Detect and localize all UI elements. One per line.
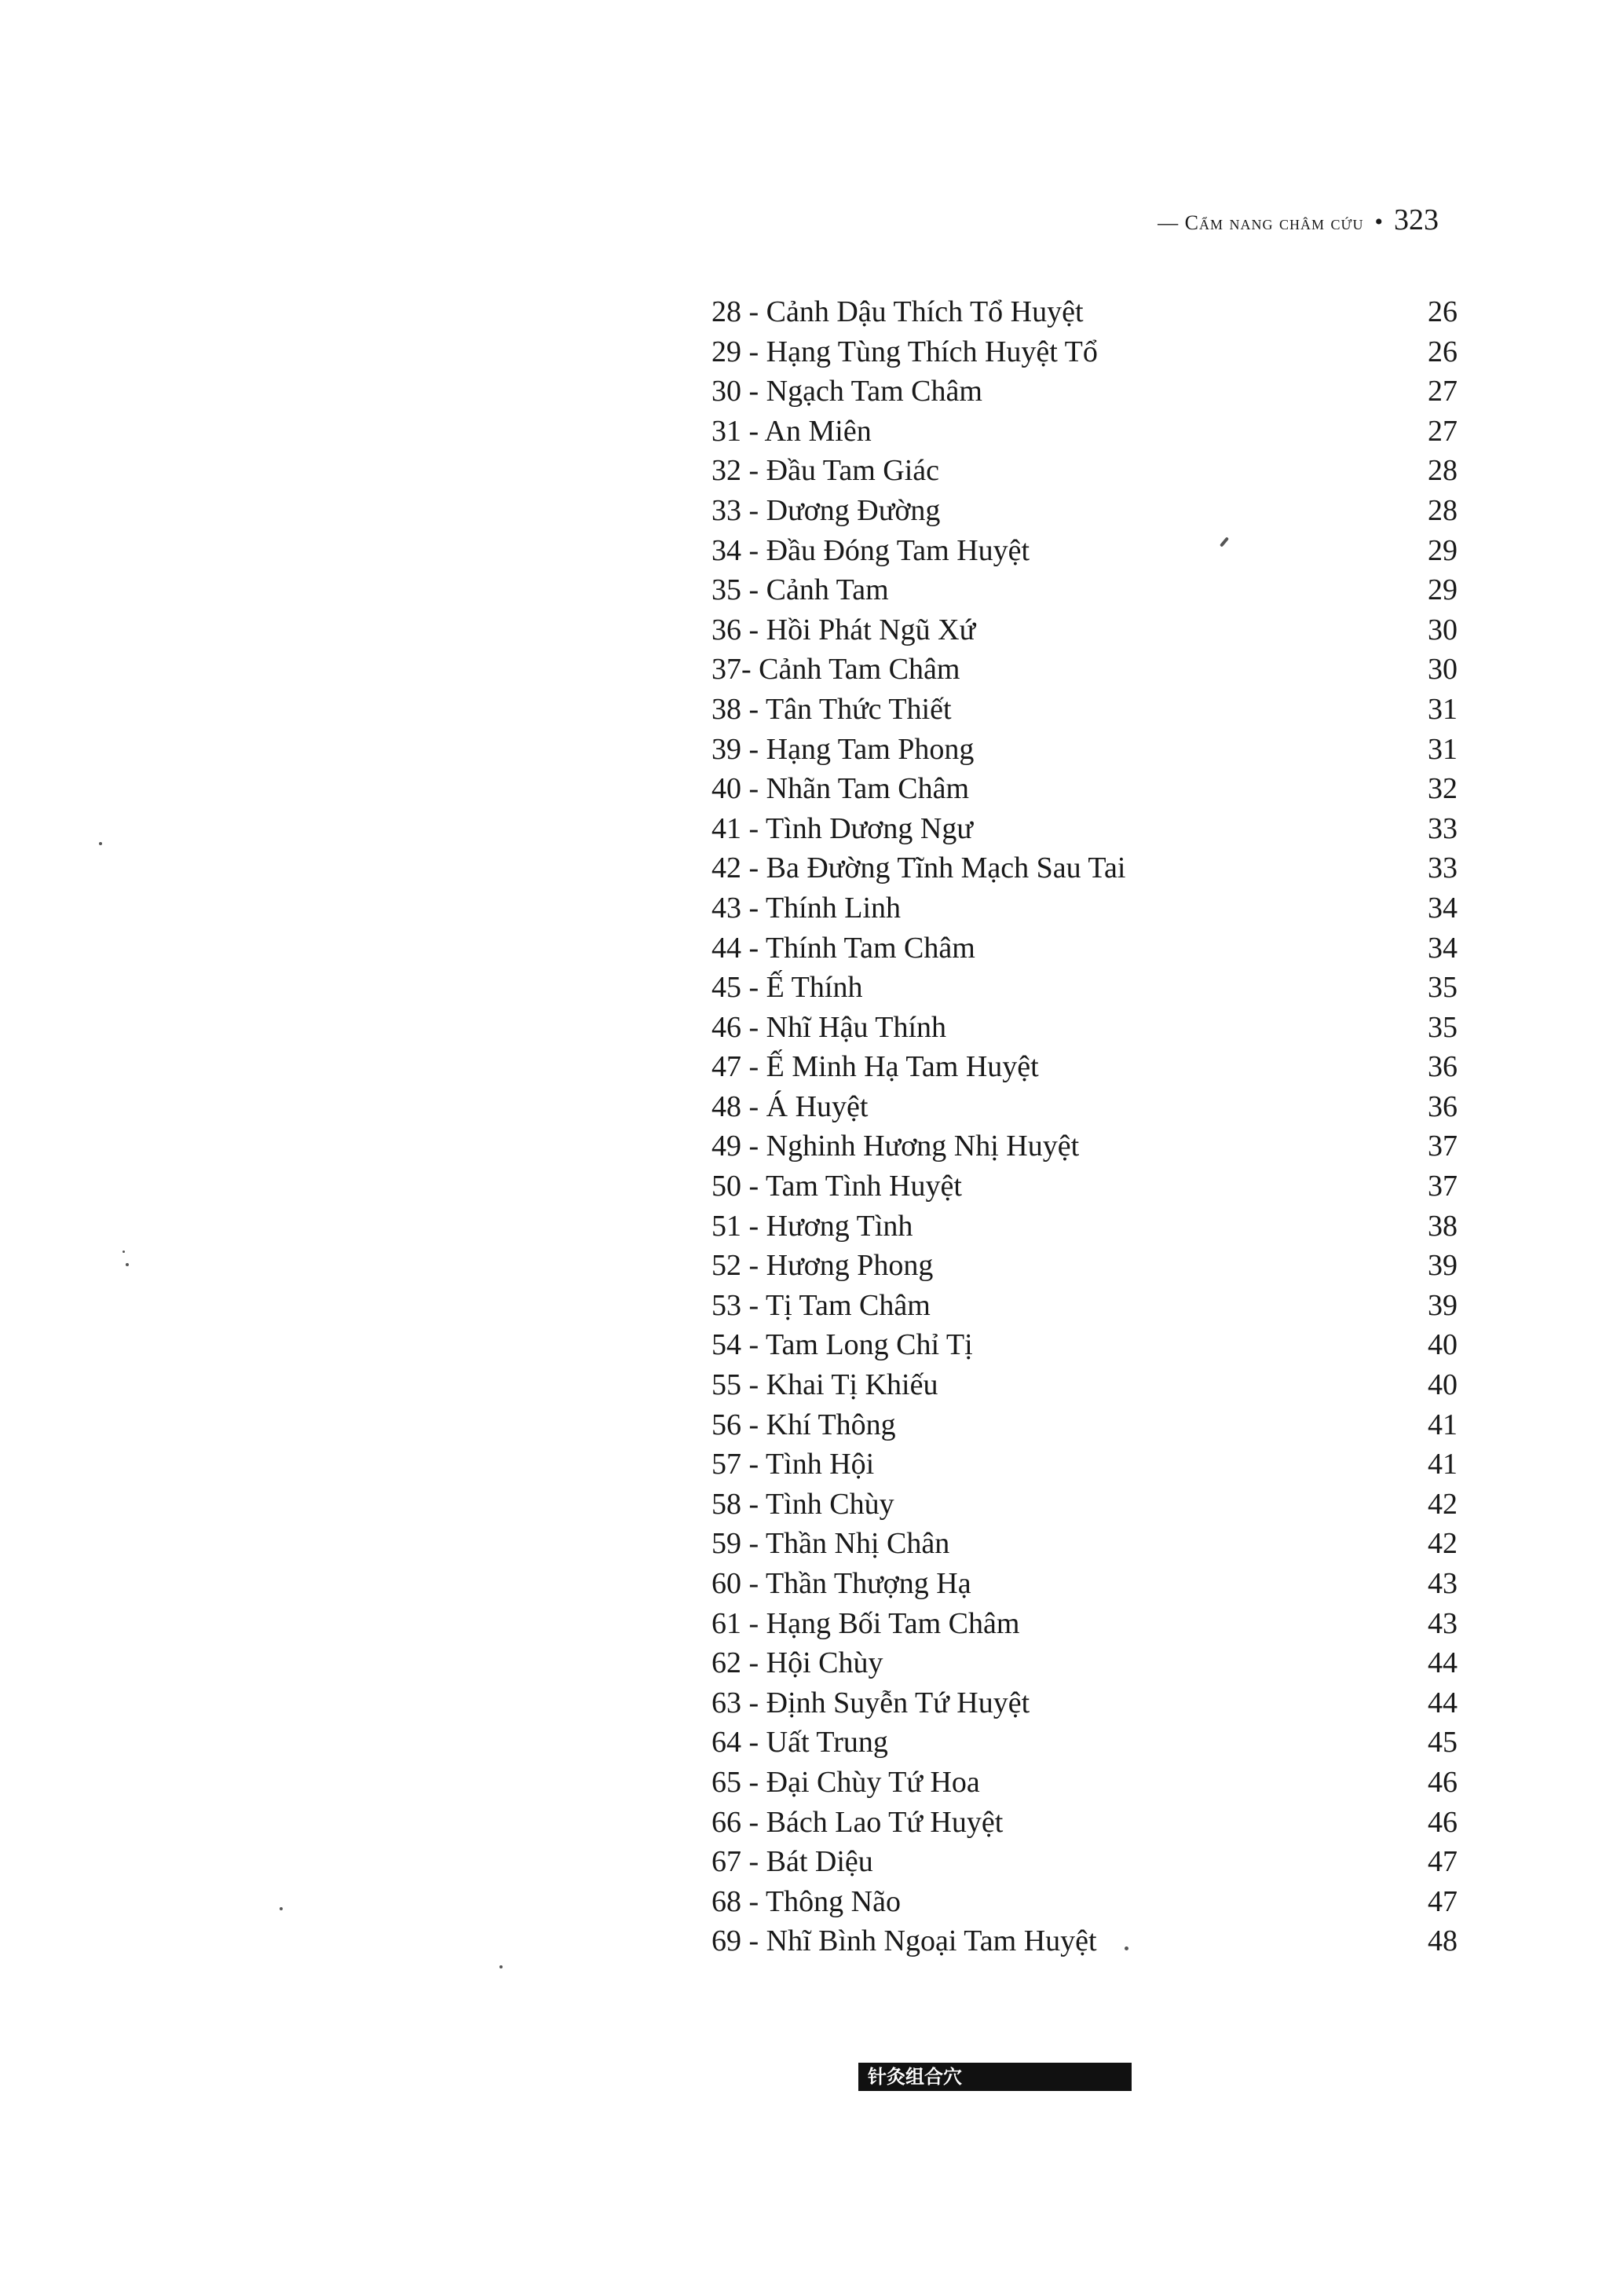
page-number: 323 — [1394, 203, 1439, 236]
toc-entry-page: 46 — [1428, 1805, 1458, 1839]
toc-entry-page: 32 — [1428, 772, 1458, 806]
toc-entry-title: 68 - Thông Não — [711, 1884, 901, 1918]
scan-speck — [126, 1263, 129, 1266]
toc-entry-page: 44 — [1428, 1686, 1458, 1719]
toc-entry-page: 37 — [1428, 1170, 1458, 1203]
toc-entry-page: 34 — [1428, 891, 1458, 925]
toc-entry-title: 34 - Đầu Đóng Tam Huyệt — [711, 533, 1030, 567]
toc-entry-title: 51 - Hương Tình — [711, 1209, 913, 1243]
toc-entry-page: 35 — [1428, 1010, 1458, 1044]
toc-entry-page: 31 — [1428, 692, 1458, 726]
toc-entry-page: 27 — [1428, 375, 1458, 408]
toc-entry-page: 38 — [1428, 1209, 1458, 1243]
toc-entry-page: 48 — [1428, 1924, 1458, 1958]
toc-entry-page: 30 — [1428, 653, 1458, 687]
header-bullet: • — [1374, 209, 1383, 235]
toc-entry-title: 53 - Tị Tam Châm — [711, 1288, 931, 1322]
toc-entry-title: 65 - Đại Chùy Tứ Hoa — [711, 1765, 980, 1799]
toc-entry-page: 29 — [1428, 573, 1458, 607]
toc-entry-title: 60 - Thần Thượng Hạ — [711, 1567, 971, 1600]
toc-entry-page: 30 — [1428, 613, 1458, 646]
toc-entry-page: 36 — [1428, 1089, 1458, 1123]
toc-entry-page: 42 — [1428, 1487, 1458, 1521]
toc-entry-page: 33 — [1428, 811, 1458, 845]
toc-entry-title: 33 - Dương Đường — [711, 493, 941, 527]
toc-entry-page: 29 — [1428, 533, 1458, 567]
toc-entry-title: 28 - Cảnh Dậu Thích Tổ Huyệt — [711, 295, 1084, 328]
toc-entry-title: 31 - An Miên — [711, 414, 872, 448]
toc-entry-page: 42 — [1428, 1527, 1458, 1561]
toc-entry-page: 41 — [1428, 1448, 1458, 1481]
toc-entry-title: 30 - Ngạch Tam Châm — [711, 375, 982, 408]
toc-entry-title: 42 - Ba Đường Tĩnh Mạch Sau Tai — [711, 851, 1126, 885]
running-title: — Cẩm nang châm cứu — [1158, 211, 1364, 234]
footer-band — [858, 2063, 1132, 2091]
toc-entry-page: 43 — [1428, 1567, 1458, 1600]
toc-entry-title: 57 - Tình Hội — [711, 1448, 875, 1481]
toc-entry-page: 26 — [1428, 335, 1458, 368]
toc-entry-title: 36 - Hồi Phát Ngũ Xứ — [711, 613, 976, 646]
toc-entry-page: 40 — [1428, 1368, 1458, 1402]
toc-entry-page: 27 — [1428, 414, 1458, 448]
toc-entry-title: 45 - Ế Thính — [711, 971, 863, 1005]
toc-entry-title: 44 - Thính Tam Châm — [711, 931, 975, 965]
toc-entry-title: 49 - Nghinh Hương Nhị Huyệt — [711, 1130, 1080, 1163]
toc-entry-title: 63 - Định Suyễn Tứ Huyệt — [711, 1686, 1030, 1719]
toc-entry-page: 36 — [1428, 1050, 1458, 1084]
toc-entry-title: 32 - Đầu Tam Giác — [711, 454, 939, 488]
toc-entry-title: 43 - Thính Linh — [711, 891, 902, 925]
toc-entry-page: 43 — [1428, 1606, 1458, 1640]
toc-entry-title: 59 - Thần Nhị Chân — [711, 1527, 950, 1561]
toc-entry-page: 35 — [1428, 971, 1458, 1005]
toc-entry-title: 40 - Nhãn Tam Châm — [711, 772, 970, 806]
toc-entry-title: 64 - Uất Trung — [711, 1726, 888, 1760]
scan-speck — [1125, 1946, 1128, 1950]
toc-entry-page: 46 — [1428, 1765, 1458, 1799]
toc-entry-title: 56 - Khí Thông — [711, 1408, 896, 1441]
toc-entry-page: 44 — [1428, 1646, 1458, 1680]
toc-entry-page: 45 — [1428, 1726, 1458, 1760]
toc-entry-title: 66 - Bách Lao Tứ Huyệt — [711, 1805, 1004, 1839]
toc-entry-title: 62 - Hội Chùy — [711, 1646, 883, 1680]
toc-entry-title: 38 - Tân Thức Thiết — [711, 692, 952, 726]
toc-entry-page: 40 — [1428, 1328, 1458, 1362]
toc-entry-title: 52 - Hương Phong — [711, 1249, 934, 1283]
toc-entry-page: 28 — [1428, 493, 1458, 527]
toc-entry-page: 31 — [1428, 732, 1458, 766]
toc-entry-title: 29 - Hạng Tùng Thích Huyệt Tổ — [711, 335, 1098, 368]
toc-entry-title: 37- Cảnh Tam Châm — [711, 653, 960, 687]
toc-entry-page: 41 — [1428, 1408, 1458, 1441]
toc-entry — [711, 283, 1458, 328]
toc-entry-page: 39 — [1428, 1249, 1458, 1283]
toc-entry-page: 37 — [1428, 1130, 1458, 1163]
toc-entry-page: 26 — [1428, 295, 1458, 328]
toc-entry-title: 58 - Tình Chùy — [711, 1487, 894, 1521]
toc-entry-page: 39 — [1428, 1288, 1458, 1322]
toc-entry-title: 54 - Tam Long Chỉ Tị — [711, 1328, 973, 1362]
running-header — [1158, 203, 1439, 237]
toc-entry-title: 67 - Bát Diệu — [711, 1845, 873, 1879]
toc-entry-title: 50 - Tam Tình Huyệt — [711, 1170, 962, 1203]
scan-speck — [99, 842, 102, 845]
toc-entry-title: 69 - Nhĩ Bình Ngoại Tam Huyệt — [711, 1924, 1097, 1958]
toc-entry-title: 41 - Tình Dương Ngư — [711, 811, 973, 845]
toc-entry-title: 55 - Khai Tị Khiếu — [711, 1368, 938, 1402]
toc-entry-title: 48 - Á Huyệt — [711, 1089, 869, 1123]
toc-entry-page: 47 — [1428, 1845, 1458, 1879]
footer-label: 针灸组合穴 — [868, 2066, 962, 2088]
toc-entry-page: 47 — [1428, 1884, 1458, 1918]
scan-speck — [123, 1251, 125, 1253]
toc-entry-title: 39 - Hạng Tam Phong — [711, 732, 975, 766]
toc-entry-title: 46 - Nhĩ Hậu Thính — [711, 1010, 947, 1044]
table-of-contents — [711, 283, 1458, 1958]
toc-entry-page: 28 — [1428, 454, 1458, 488]
toc-entry-title: 61 - Hạng Bối Tam Châm — [711, 1606, 1020, 1640]
toc-entry-title: 35 - Cảnh Tam — [711, 573, 889, 607]
scan-speck — [499, 1965, 503, 1968]
toc-entry-page: 33 — [1428, 851, 1458, 885]
scan-speck — [280, 1907, 283, 1910]
toc-entry-page: 34 — [1428, 931, 1458, 965]
toc-entry-title: 47 - Ế Minh Hạ Tam Huyệt — [711, 1050, 1039, 1084]
